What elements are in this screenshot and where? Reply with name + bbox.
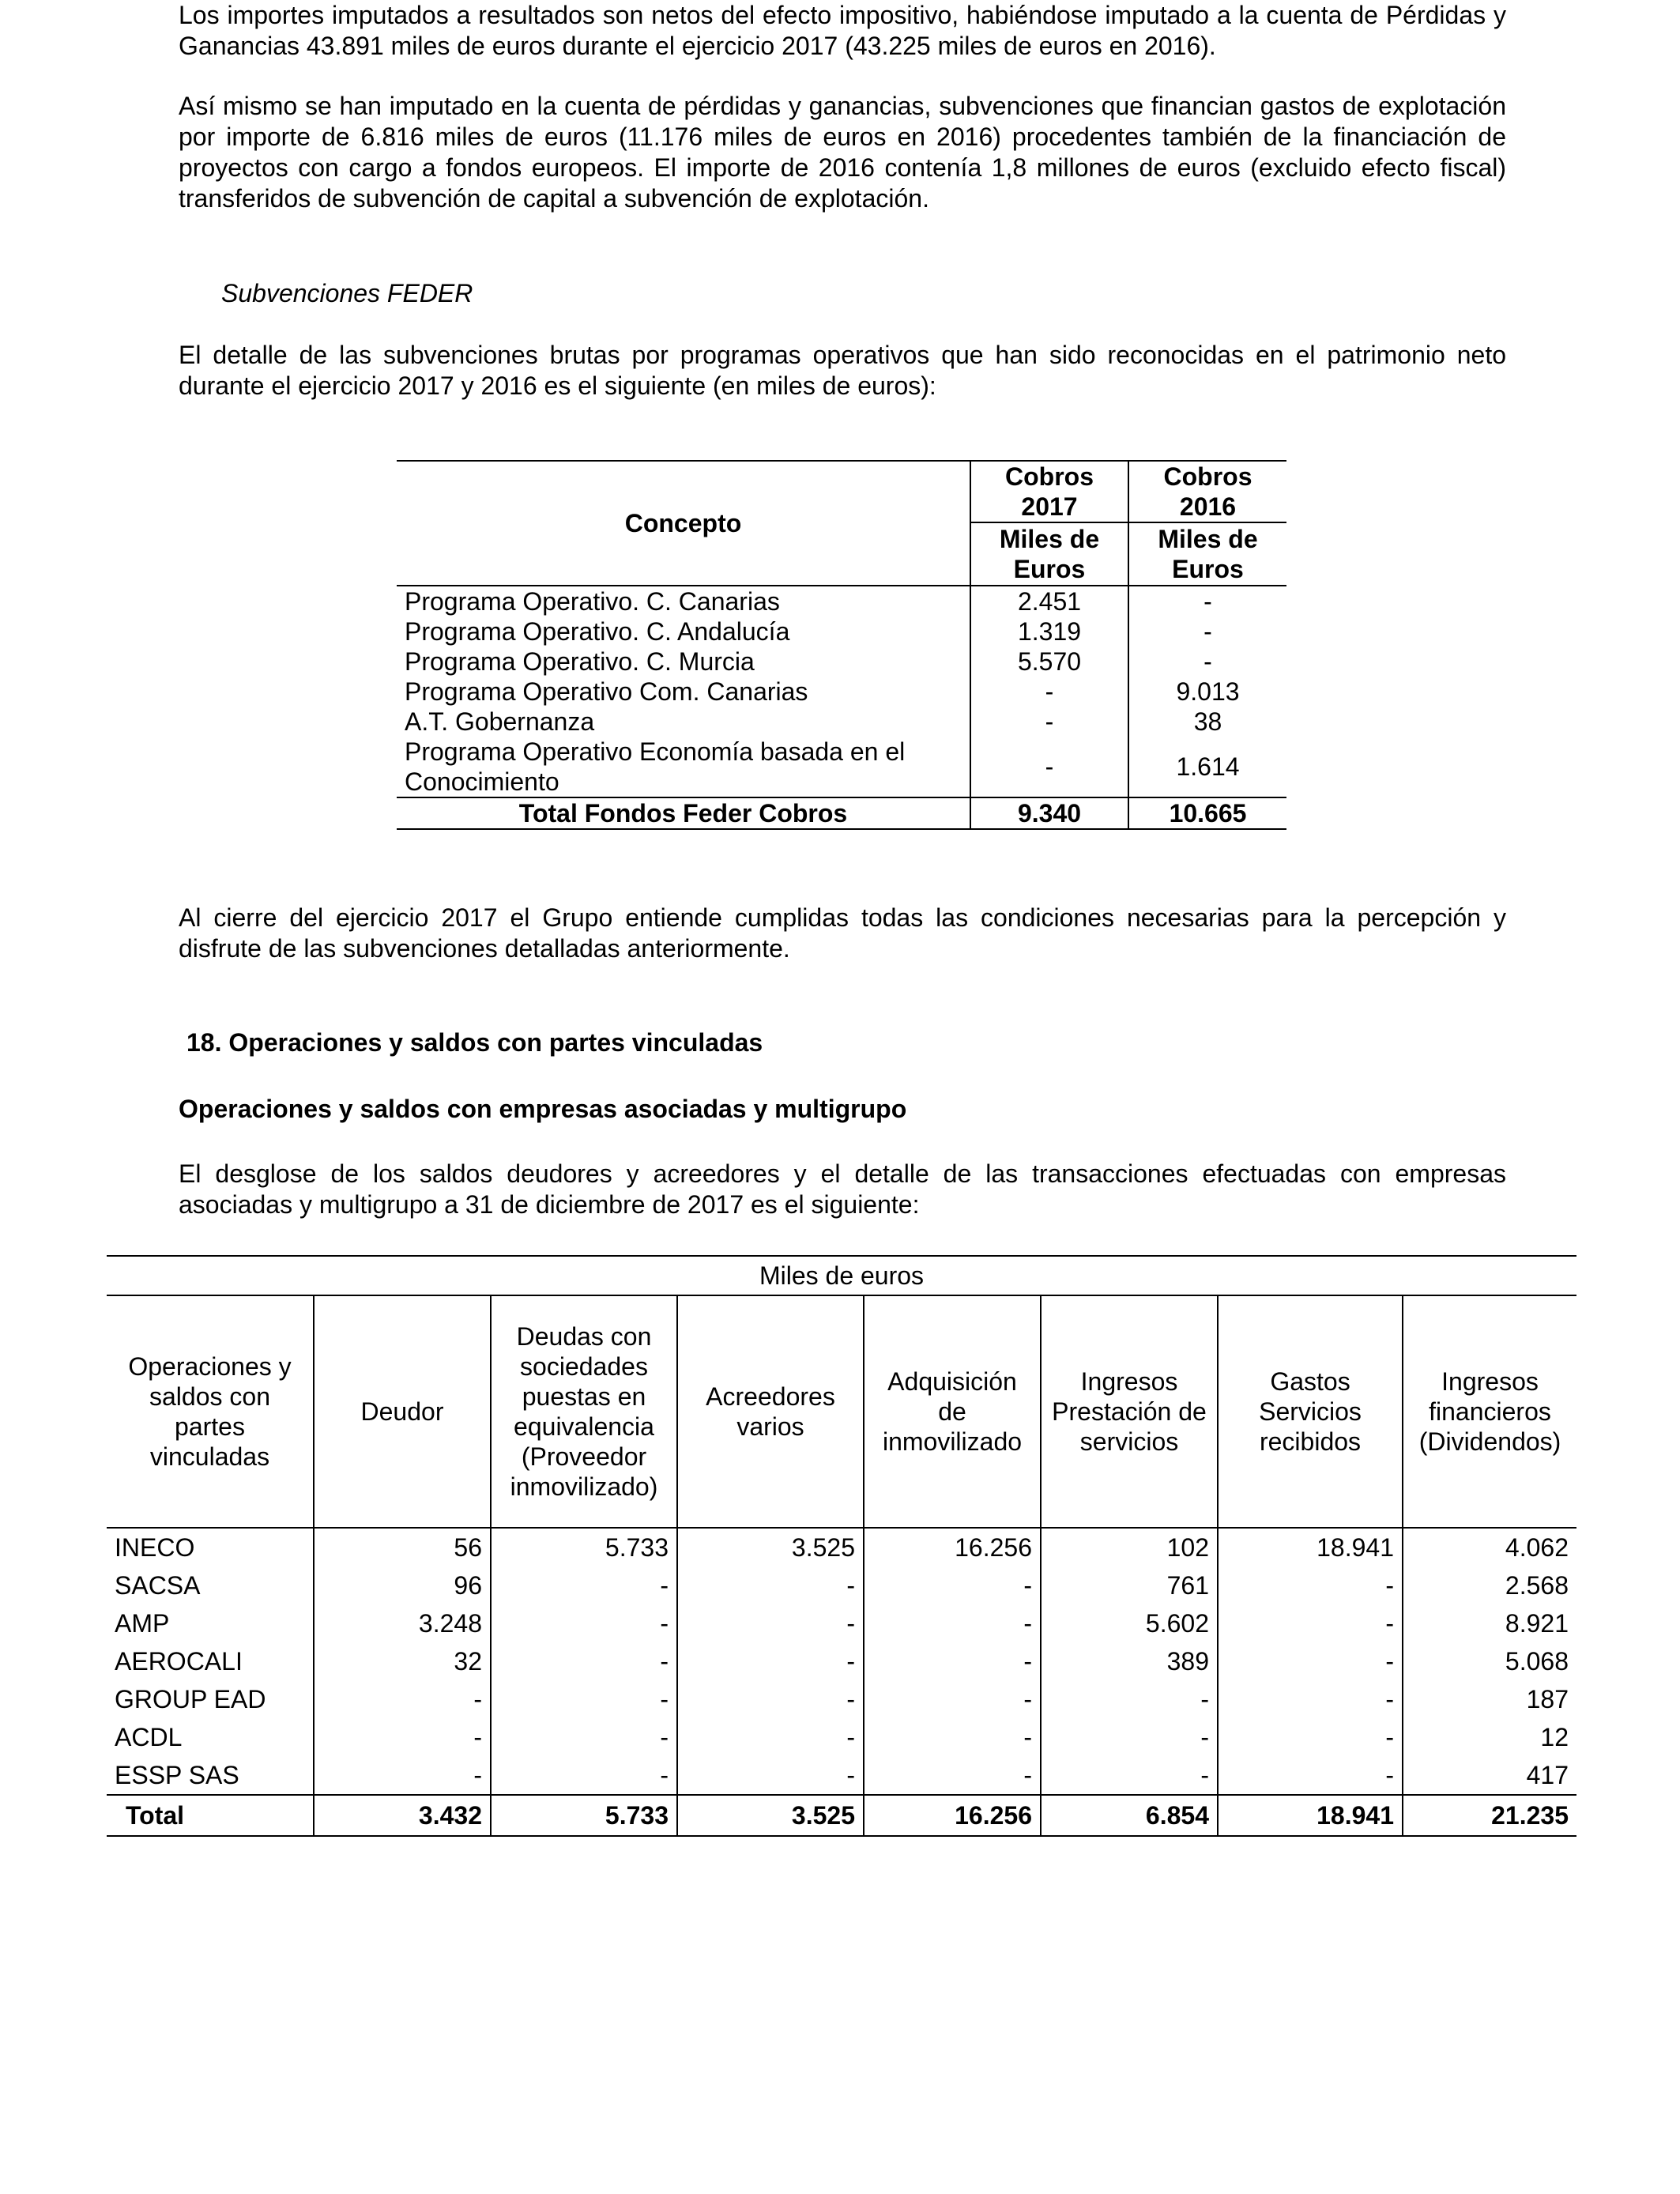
rel-total-value: 16.256 xyxy=(864,1795,1041,1836)
table-row xyxy=(107,1604,1576,1642)
feder-row-2016: 38 xyxy=(1128,707,1286,737)
rel-cell-value: - xyxy=(677,1604,864,1642)
feder-header-cobros-2017: Cobros 2017 xyxy=(970,461,1128,522)
feder-row-label: A.T. Gobernanza xyxy=(405,707,595,736)
rel-total-value: 21.235 xyxy=(1403,1795,1576,1836)
rel-header-deudas: Deudas con sociedades puestas en equivalencia (Proveedor inmovilizado) xyxy=(491,1295,677,1528)
paragraph-conditions: Al cierre del ejercicio 2017 el Grupo entiende cumplidas todas las condiciones necesarias para la percepción y disfrute de las subvenciones detalladas anteriormente. xyxy=(179,903,1506,963)
feder-row-label: Programa Operativo. C. Canarias xyxy=(405,587,780,616)
rel-cell-value: 417 xyxy=(1403,1756,1576,1795)
table-row xyxy=(107,1718,1576,1756)
rel-cell-value: 18.941 xyxy=(1218,1528,1403,1566)
rel-cell-value: - xyxy=(864,1680,1041,1718)
rel-header-operaciones: Operaciones y saldos con partes vinculadas xyxy=(107,1295,314,1528)
rel-cell-company: ESSP SAS xyxy=(115,1761,239,1789)
feder-table xyxy=(397,460,1286,830)
rel-cell-value: 12 xyxy=(1403,1718,1576,1756)
rel-cell-value: 187 xyxy=(1403,1680,1576,1718)
rel-header-ingresos-financieros: Ingresos financieros (Dividendos) xyxy=(1403,1295,1576,1528)
rel-total-value: 5.733 xyxy=(491,1795,677,1836)
rel-cell-value: 389 xyxy=(1041,1642,1218,1680)
rel-cell-company: SACSA xyxy=(115,1571,201,1600)
rel-header-adquisicion: Adquisición de inmovilizado xyxy=(864,1295,1041,1528)
feder-row-2017: 5.570 xyxy=(970,647,1128,677)
rel-cell-value: - xyxy=(491,1756,677,1795)
rel-cell-value: - xyxy=(864,1718,1041,1756)
rel-cell-value: - xyxy=(677,1756,864,1795)
rel-cell-value: 5.068 xyxy=(1403,1642,1576,1680)
feder-row-2017: - xyxy=(970,737,1128,797)
rel-cell-value: - xyxy=(314,1718,491,1756)
rel-cell-value: - xyxy=(1218,1642,1403,1680)
feder-header-cobros-2016: Cobros 2016 xyxy=(1128,461,1286,522)
table-total-row xyxy=(107,1795,1576,1836)
rel-cell-value: 102 xyxy=(1041,1528,1218,1566)
rel-cell-value: 3.248 xyxy=(314,1604,491,1642)
rel-cell-value: - xyxy=(491,1566,677,1604)
rel-cell-value: - xyxy=(677,1680,864,1718)
feder-row-2017: 2.451 xyxy=(970,586,1128,616)
rel-header-acreedores: Acreedores varios xyxy=(677,1295,864,1528)
rel-header-deudor: Deudor xyxy=(314,1295,491,1528)
feder-row-label: Programa Operativo. C. Andalucía xyxy=(405,617,790,646)
rel-cell-value: - xyxy=(491,1642,677,1680)
rel-cell-value: 5.733 xyxy=(491,1528,677,1566)
table-row xyxy=(107,1566,1576,1604)
rel-cell-company: AEROCALI xyxy=(115,1647,243,1676)
feder-row-2016: 9.013 xyxy=(1128,677,1286,707)
feder-row-2016: - xyxy=(1128,647,1286,677)
rel-total-value: 6.854 xyxy=(1041,1795,1218,1836)
rel-cell-value: 32 xyxy=(314,1642,491,1680)
rel-cell-value: 8.921 xyxy=(1403,1604,1576,1642)
rel-cell-value: 761 xyxy=(1041,1566,1218,1604)
rel-cell-value: - xyxy=(677,1718,864,1756)
rel-cell-value: - xyxy=(1218,1604,1403,1642)
rel-cell-value: - xyxy=(491,1718,677,1756)
feder-total-label: Total Fondos Feder Cobros xyxy=(397,797,970,829)
section-18-title: 18. Operaciones y saldos con partes vinculadas xyxy=(186,1028,763,1057)
rel-cell-value: - xyxy=(677,1566,864,1604)
subsection-title: Operaciones y saldos con empresas asociadas y multigrupo xyxy=(179,1095,907,1123)
rel-cell-value: - xyxy=(491,1604,677,1642)
rel-header-gastos: Gastos Servicios recibidos xyxy=(1218,1295,1403,1528)
paragraph-related-intro: El desglose de los saldos deudores y acreedores y el detalle de las transacciones efectuadas con empresas asociadas y multigrupo a 31 de diciembre de 2017 es el siguiente: xyxy=(179,1159,1506,1219)
feder-row-label: Programa Operativo Economía basada en el Conocimiento xyxy=(405,737,906,796)
rel-cell-value: 2.568 xyxy=(1403,1566,1576,1604)
rel-cell-value: - xyxy=(1218,1718,1403,1756)
rel-cell-value: - xyxy=(1218,1566,1403,1604)
rel-cell-value: - xyxy=(1041,1756,1218,1795)
rel-cell-company: AMP xyxy=(115,1609,170,1638)
subheading-feder: Subvenciones FEDER xyxy=(221,279,473,307)
rel-total-value: 18.941 xyxy=(1218,1795,1403,1836)
paragraph-imputed-results: Los importes imputados a resultados son netos del efecto impositivo, habiéndose imputado a la cuenta de Pérdidas y Ganancias 43.891 miles de euros durante el ejercicio 2017 (43.225 miles de euros en 2016). xyxy=(179,1,1506,60)
rel-cell-value: - xyxy=(864,1604,1041,1642)
rel-cell-value: 5.602 xyxy=(1041,1604,1218,1642)
feder-row-2016: - xyxy=(1128,586,1286,616)
feder-row-label: Programa Operativo. C. Murcia xyxy=(405,647,755,676)
rel-cell-value: - xyxy=(1041,1718,1218,1756)
paragraph-operating-subsidies: Así mismo se han imputado en la cuenta de pérdidas y ganancias, subvenciones que financian gastos de explotación por importe de 6.816 miles de euros (11.176 miles de euros en 2016) procedentes también de la financiación de proyectos con cargo a fondos europeos. El importe de 2016 contenía 1,8 millones de euros (excluido efecto fiscal) transferidos de subvención de capital a subvención de explotación. xyxy=(179,92,1506,213)
rel-total-value: 3.432 xyxy=(314,1795,491,1836)
rel-cell-value: - xyxy=(491,1680,677,1718)
rel-cell-value: - xyxy=(1218,1680,1403,1718)
paragraph-feder-intro: El detalle de las subvenciones brutas por programas operativos que han sido reconocidas en el patrimonio neto durante el ejercicio 2017 y 2016 es el siguiente (en miles de euros): xyxy=(179,341,1506,400)
rel-cell-value: 96 xyxy=(314,1566,491,1604)
rel-cell-value: 4.062 xyxy=(1403,1528,1576,1566)
feder-row-2017: - xyxy=(970,677,1128,707)
table-row xyxy=(107,1528,1576,1566)
rel-cell-value: - xyxy=(1041,1680,1218,1718)
feder-total-2016: 10.665 xyxy=(1128,797,1286,829)
table-row xyxy=(107,1642,1576,1680)
rel-header-ingresos-servicios: Ingresos Prestación de servicios xyxy=(1041,1295,1218,1528)
rel-cell-value: - xyxy=(677,1642,864,1680)
rel-cell-value: - xyxy=(1218,1756,1403,1795)
rel-cell-company: INECO xyxy=(115,1533,195,1562)
feder-row-2016: - xyxy=(1128,616,1286,647)
rel-cell-value: - xyxy=(314,1680,491,1718)
rel-cell-company: GROUP EAD xyxy=(115,1685,266,1713)
feder-row-2017: 1.319 xyxy=(970,616,1128,647)
feder-total-2017: 9.340 xyxy=(970,797,1128,829)
feder-header-miles-2017: Miles de Euros xyxy=(970,522,1128,586)
rel-cell-value: 56 xyxy=(314,1528,491,1566)
rel-cell-company: ACDL xyxy=(115,1723,183,1751)
feder-row-label: Programa Operativo Com. Canarias xyxy=(405,677,808,706)
rel-cell-value: - xyxy=(864,1566,1041,1604)
related-parties-table xyxy=(107,1255,1576,1837)
feder-header-concepto: Concepto xyxy=(397,461,970,586)
rel-cell-value: - xyxy=(314,1756,491,1795)
rel-cell-value: - xyxy=(864,1756,1041,1795)
feder-row-2016: 1.614 xyxy=(1128,737,1286,797)
rel-cell-value: 16.256 xyxy=(864,1528,1041,1566)
group-header-miles: Miles de euros xyxy=(107,1256,1576,1295)
feder-header-miles-2016: Miles de Euros xyxy=(1128,522,1286,586)
rel-total-label: Total xyxy=(107,1795,314,1836)
rel-total-value: 3.525 xyxy=(677,1795,864,1836)
rel-cell-value: 3.525 xyxy=(677,1528,864,1566)
table-row xyxy=(107,1756,1576,1795)
feder-row-2017: - xyxy=(970,707,1128,737)
table-row xyxy=(107,1680,1576,1718)
rel-cell-value: - xyxy=(864,1642,1041,1680)
